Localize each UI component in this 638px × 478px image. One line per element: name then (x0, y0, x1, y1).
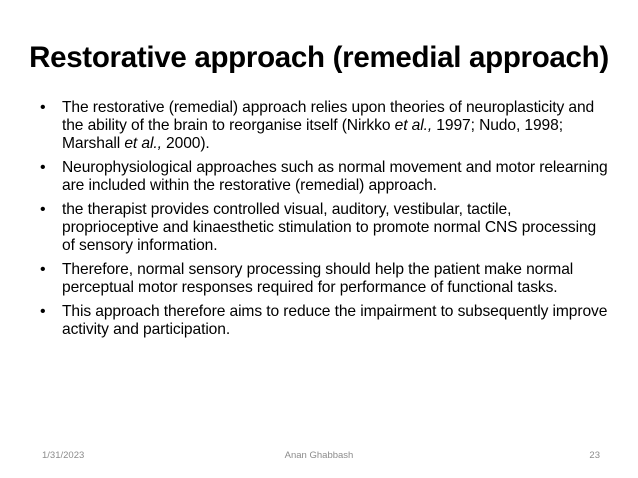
bullet-text-segment: Therefore, normal sensory processing should help the patient make normal perceptual motor responses required for performance of functional tasks. (62, 261, 574, 296)
bullet-marker: • (40, 261, 46, 278)
bullet-text (62, 159, 608, 194)
bullet-text (62, 201, 596, 254)
footer-date: 1/31/2023 (42, 450, 85, 461)
bullet-marker: • (40, 303, 46, 320)
bullet-text-italic: et al., (124, 135, 162, 152)
bullet-item (40, 303, 610, 339)
bullet-text-segment: the therapist provides controlled visual, auditory, vestibular, tactile, proprioceptive and kinaesthetic stimulation to promote normal CNS processing of sensory information. (62, 201, 597, 254)
bullet-item (40, 201, 610, 255)
bullet-marker: • (40, 159, 46, 176)
bullet-text-segment: This approach therefore aims to reduce the impairment to subsequently improve activity and participation. (62, 303, 608, 338)
bullet-item (40, 261, 610, 297)
slide-title: Restorative approach (remedial approach) (29, 41, 609, 74)
bullet-text (62, 99, 594, 152)
bullet-text-italic: et al., (394, 117, 433, 134)
bullet-item (40, 159, 610, 195)
bullet-item (40, 99, 610, 153)
bullet-text-segment: 1997; Nudo, 1998; Marshall (62, 117, 563, 152)
bullet-marker: • (40, 99, 46, 116)
bullet-marker: • (40, 201, 46, 218)
bullet-text-segment: Neurophysiological approaches such as normal movement and motor relearning are included within the restorative (remedial) approach. (62, 159, 608, 194)
footer-author: Anan Ghabbash (284, 450, 354, 461)
bullet-text (62, 303, 607, 338)
page-number: 23 (589, 450, 600, 461)
bullet-text (62, 261, 573, 296)
bullet-text-segment: The restorative (remedial) approach relies upon theories of neuroplasticity and the ability of the brain to reorganise itself (Nirkko (62, 99, 595, 134)
bullet-list (40, 99, 610, 345)
bullet-text-segment: 2000). (161, 135, 210, 152)
